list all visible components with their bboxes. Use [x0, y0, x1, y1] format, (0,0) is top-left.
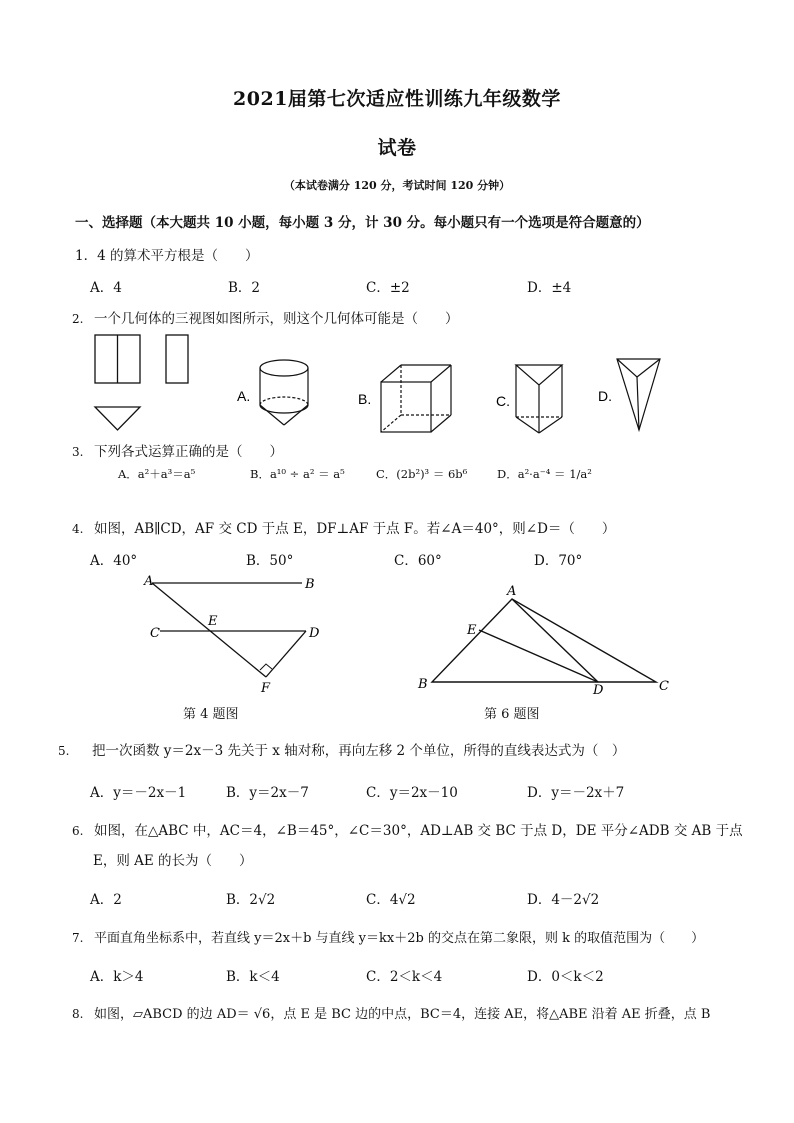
fig6-caption: 第 6 题图 [484, 707, 540, 722]
option-b: B．k＜4 [226, 969, 280, 985]
question-number: 2. [72, 312, 84, 326]
question-number: 3. [72, 445, 84, 459]
top-view [95, 407, 140, 430]
fig4-point-c: C [150, 626, 160, 641]
page-title: 2021届第七次适应性训练九年级数学 [233, 88, 561, 110]
question-2 [72, 307, 459, 327]
question-number: 1． [75, 248, 98, 264]
fig4-caption: 第 4 题图 [183, 707, 239, 722]
question-1 [75, 244, 258, 264]
q2-figures [0, 325, 794, 440]
option-d: D．70° [534, 553, 583, 569]
question-3 [72, 440, 283, 460]
fig6-point-a: A [507, 584, 517, 599]
solid-c-label: C. [496, 393, 510, 409]
option-a: A．40° [90, 553, 138, 569]
question-5 [58, 739, 625, 759]
question-number: 6. [72, 824, 84, 838]
question-stem: 如图，AB∥CD，AF 交 CD 于点 E，DF⊥AF 于点 F。若∠A＝40°，则∠D＝（ ） [94, 521, 616, 537]
option-c: C．2＜k＜4 [366, 969, 443, 985]
solid-b [381, 365, 451, 432]
question-number: 7. [72, 931, 84, 945]
three-view-drawing [95, 335, 188, 430]
section-heading: 一、选择题（本大题共 10 小题，每小题 3 分，计 30 分。每小题只有一个选项是符合题意的） [75, 215, 650, 231]
option-c: C．(2b²)³ ＝ 6b⁶ [376, 467, 468, 481]
question-stem: 下列各式运算正确的是（ ） [94, 444, 283, 460]
question-number: 5. [58, 744, 70, 758]
fig6-point-c: C [659, 679, 669, 694]
question-6 [72, 819, 743, 839]
question-stem: 如图，▱ABCD 的边 AD＝ √6，点 E 是 BC 边的中点，BC＝4，连接 AE，将△ABE 沿着 AE 折叠，点 B [94, 1007, 711, 1022]
solid-a-label: A. [237, 388, 251, 404]
question-stem: 如图，在△ABC 中，AC＝4，∠B＝45°，∠C＝30°，AD⊥AB 交 BC 于点 D，DE 平分∠ADB 交 AB 于点 [94, 823, 743, 839]
option-a: A．2 [90, 892, 122, 908]
option-c: C．60° [394, 553, 442, 569]
figure-4 [152, 583, 306, 677]
exam-note: （本试卷满分 120 分，考试时间 120 分钟） [283, 179, 511, 192]
question-4 [72, 517, 615, 537]
option-b: B．2 [228, 280, 261, 296]
option-a: A．k＞4 [90, 969, 144, 985]
solid-a [260, 360, 308, 425]
fig4-point-e: E [208, 614, 218, 629]
question-stem: 一个几何体的三视图如图所示，则这个几何体可能是（ ） [94, 311, 459, 327]
option-d: D．y＝－2x＋7 [527, 785, 625, 801]
option-a: A．4 [90, 280, 122, 296]
solid-d [617, 359, 660, 430]
question-7 [72, 927, 704, 946]
figure-6 [432, 599, 656, 682]
solid-d-label: D. [598, 388, 612, 404]
page-subtitle: 试卷 [377, 137, 417, 159]
fig6-point-d: D [593, 683, 604, 698]
solid-c [516, 365, 562, 433]
fig6-point-b: B [418, 677, 428, 692]
question-6-cont: E，则 AE 的长为（ ） [93, 853, 253, 869]
side-view [166, 335, 188, 383]
question-stem: 4 的算术平方根是（ ） [97, 248, 259, 264]
question-stem: 平面直角坐标系中，若直线 y＝2x＋b 与直线 y＝kx＋2b 的交点在第二象限，则 k 的取值范围为（ ） [94, 931, 705, 946]
question-8 [72, 1003, 711, 1022]
question-number: 8. [72, 1007, 84, 1021]
question-number: 4. [72, 522, 84, 536]
question-stem: 把一次函数 y＝2x－3 先关于 x 轴对称，再向左移 2 个单位，所得的直线表达式为（ ） [92, 743, 626, 759]
option-b: B．50° [246, 553, 294, 569]
option-b: B．a¹⁰ ÷ a² ＝ a⁵ [250, 467, 345, 481]
option-c: C．4√2 [366, 892, 416, 908]
option-d: D．0＜k＜2 [527, 969, 604, 985]
option-d: D．a²·a⁻⁴ ＝ 1/a² [497, 467, 592, 481]
option-a: A．y＝－2x－1 [90, 785, 187, 801]
fig4-point-f: F [261, 681, 271, 696]
option-d: D．4－2√2 [527, 892, 600, 908]
option-b: B．y＝2x－7 [226, 785, 309, 801]
solid-b-label: B. [358, 391, 372, 407]
fig6-point-e: E [467, 623, 477, 638]
fig4-point-b: B [305, 577, 315, 592]
option-a: A．a²＋a³＝a⁵ [118, 467, 196, 481]
option-d: D．±4 [527, 280, 572, 296]
figures-4-6 [0, 570, 794, 700]
option-b: B．2√2 [226, 892, 276, 908]
fig4-point-a: A [144, 574, 154, 589]
option-c: C．±2 [366, 280, 410, 296]
fig4-point-d: D [309, 626, 320, 641]
option-c: C．y＝2x－10 [366, 785, 458, 801]
